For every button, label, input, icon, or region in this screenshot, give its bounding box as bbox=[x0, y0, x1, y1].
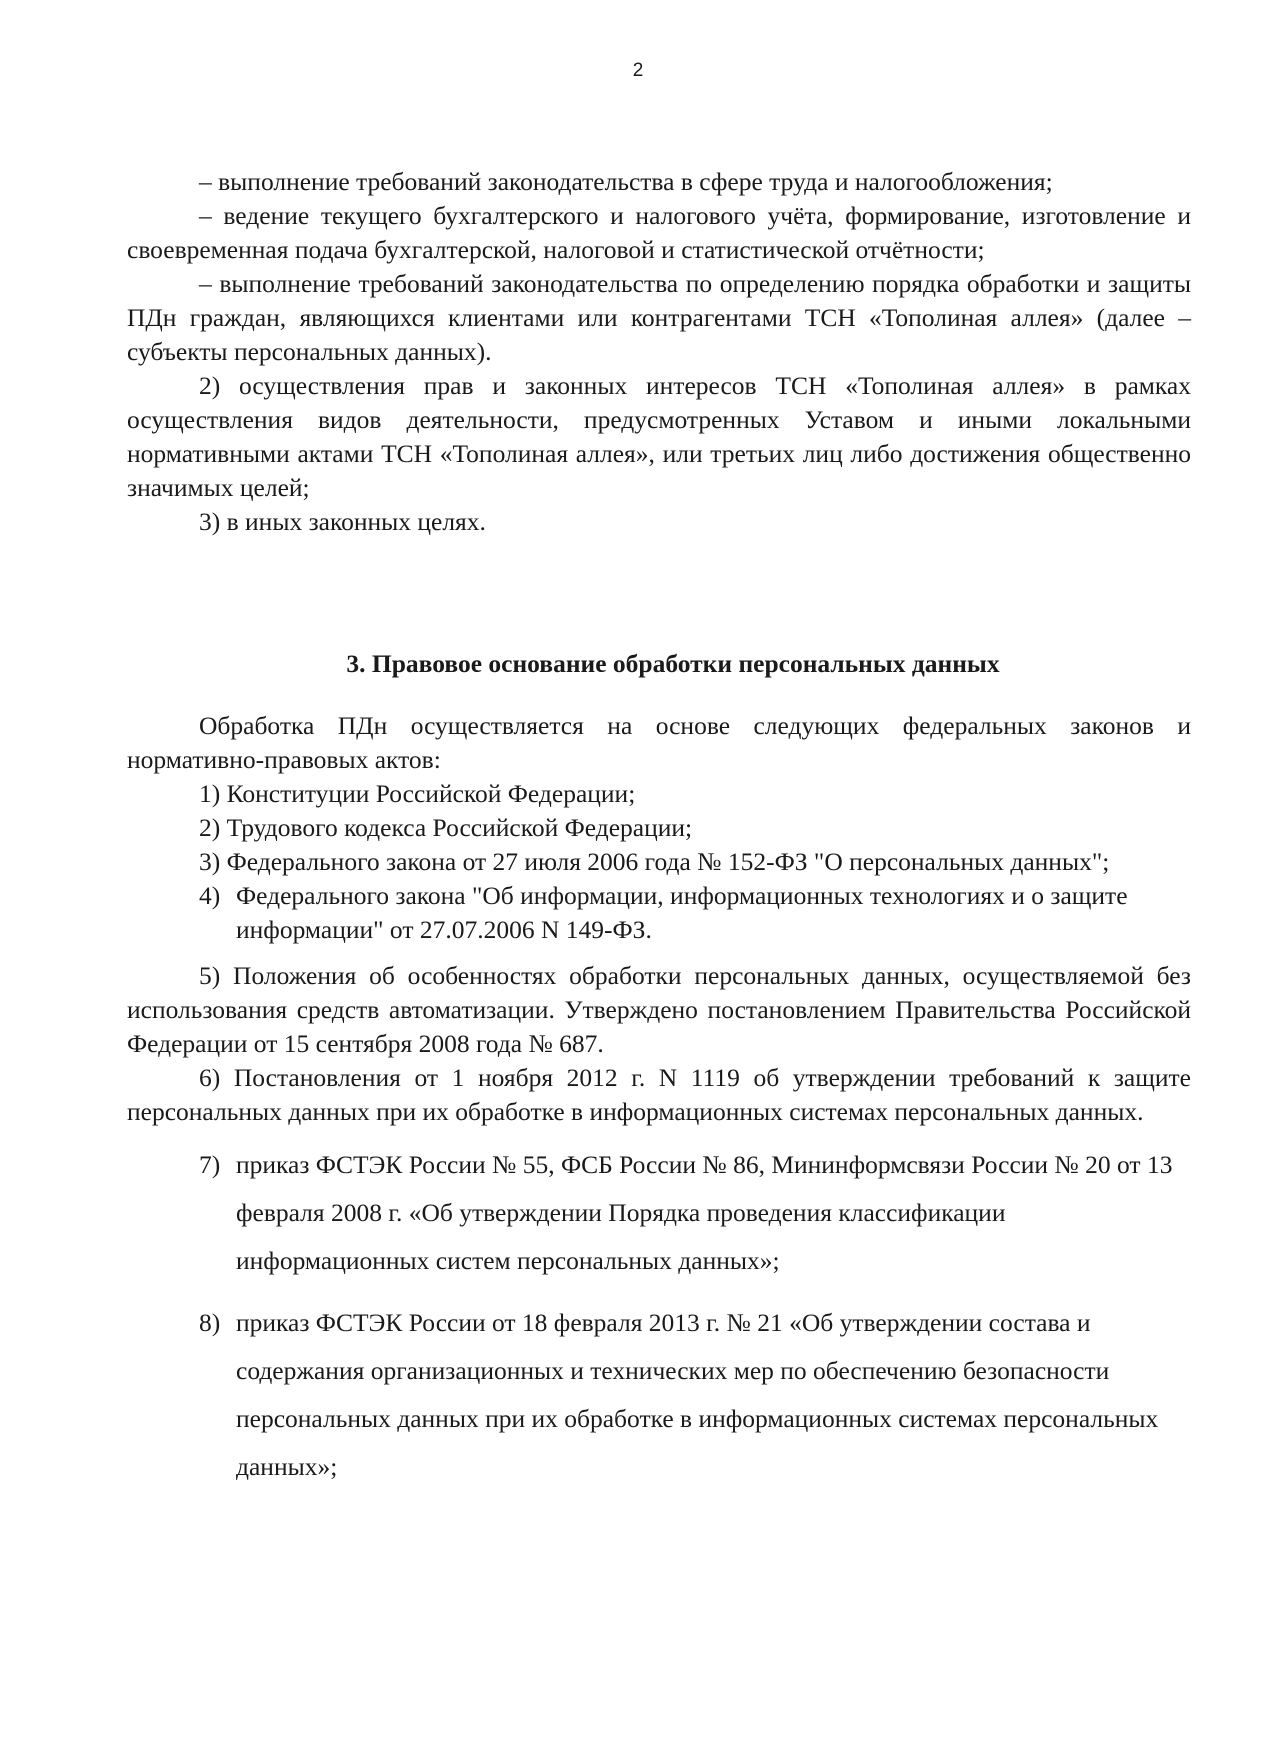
item-text: приказ ФСТЭК России № 55, ФСБ России № 86, Мининформсвязи России № 20 от 13 февраля 2008 г. «Об утверждении Порядка проведения классификации информационных систем персональных данных»; bbox=[236, 1150, 1173, 1275]
legal-basis-item-3: 3) Федерального закона от 27 июля 2006 года № 152-ФЗ "О персональных данных"; bbox=[199, 847, 1110, 876]
document-body bbox=[127, 165, 1191, 1491]
item-gap bbox=[127, 1129, 1191, 1141]
purpose-item-labor-tax: – выполнение требований законодательства в сфере труда и налогообложения; bbox=[199, 167, 1053, 196]
item-number: 8) bbox=[199, 1308, 221, 1337]
item-number: 7) bbox=[199, 1150, 221, 1179]
page-number: 2 bbox=[632, 60, 644, 81]
item-text: приказ ФСТЭК России от 18 февраля 2013 г. № 21 «Об утверждении состава и содержания организационных и технических мер по обеспечению безопасности персональных данных при их обработке в информационных системах персональных данных»; bbox=[236, 1308, 1159, 1481]
item-number: 4) bbox=[199, 881, 221, 910]
item-text: Федерального закона "Об информации, информационных технологиях и о защите информации" от 27.07.2006 N 149-ФЗ. bbox=[236, 881, 1128, 944]
section-gap bbox=[127, 539, 1191, 647]
purpose-item-data-protection: – выполнение требований законодательства по определению порядка обработки и защиты ПДн граждан, являющихся клиентами или контрагентами ТСН «Тополиная аллея» (далее – субъекты персональных данных). bbox=[127, 269, 1191, 366]
item-gap bbox=[127, 947, 1191, 959]
legal-basis-item-2: 2) Трудового кодекса Российской Федерации; bbox=[199, 813, 693, 842]
purpose-item-other: 3) в иных законных целях. bbox=[199, 507, 486, 536]
legal-basis-item-5: 5) Положения об особенностях обработки персональных данных, осуществляемой без использования средств автоматизации. Утверждено постановлением Правительства Российской Федерации от 15 сентября 2008 года № 687. bbox=[127, 961, 1191, 1058]
item-gap bbox=[127, 1285, 1191, 1299]
legal-basis-item-6: 6) Постановления от 1 ноября 2012 г. N 1119 об утверждении требований к защите персональных данных при их обработке в информационных системах персональных данных. bbox=[127, 1063, 1191, 1126]
legal-basis-item-7 bbox=[127, 1141, 1191, 1285]
section-3-heading: 3. Правовое основание обработки персональных данных bbox=[346, 649, 1000, 678]
legal-basis-item-1: 1) Конституции Российской Федерации; bbox=[199, 779, 636, 808]
heading-gap bbox=[127, 681, 1191, 709]
purpose-item-accounting: – ведение текущего бухгалтерского и налогового учёта, формирование, изготовление и своевременная подача бухгалтерской, налоговой и статистической отчётности; bbox=[127, 201, 1191, 264]
purpose-item-rights: 2) осуществления прав и законных интересов ТСН «Тополиная аллея» в рамках осуществления видов деятельности, предусмотренных Уставом и иными локальными нормативными актами ТСН «Тополиная аллея», или третьих лиц либо достижения общественно значимых целей; bbox=[127, 371, 1191, 502]
section-3-intro: Обработка ПДн осуществляется на основе следующих федеральных законов и нормативно-правовых актов: bbox=[127, 711, 1191, 774]
legal-basis-item-8 bbox=[127, 1299, 1191, 1491]
legal-basis-item-4 bbox=[127, 879, 1191, 947]
